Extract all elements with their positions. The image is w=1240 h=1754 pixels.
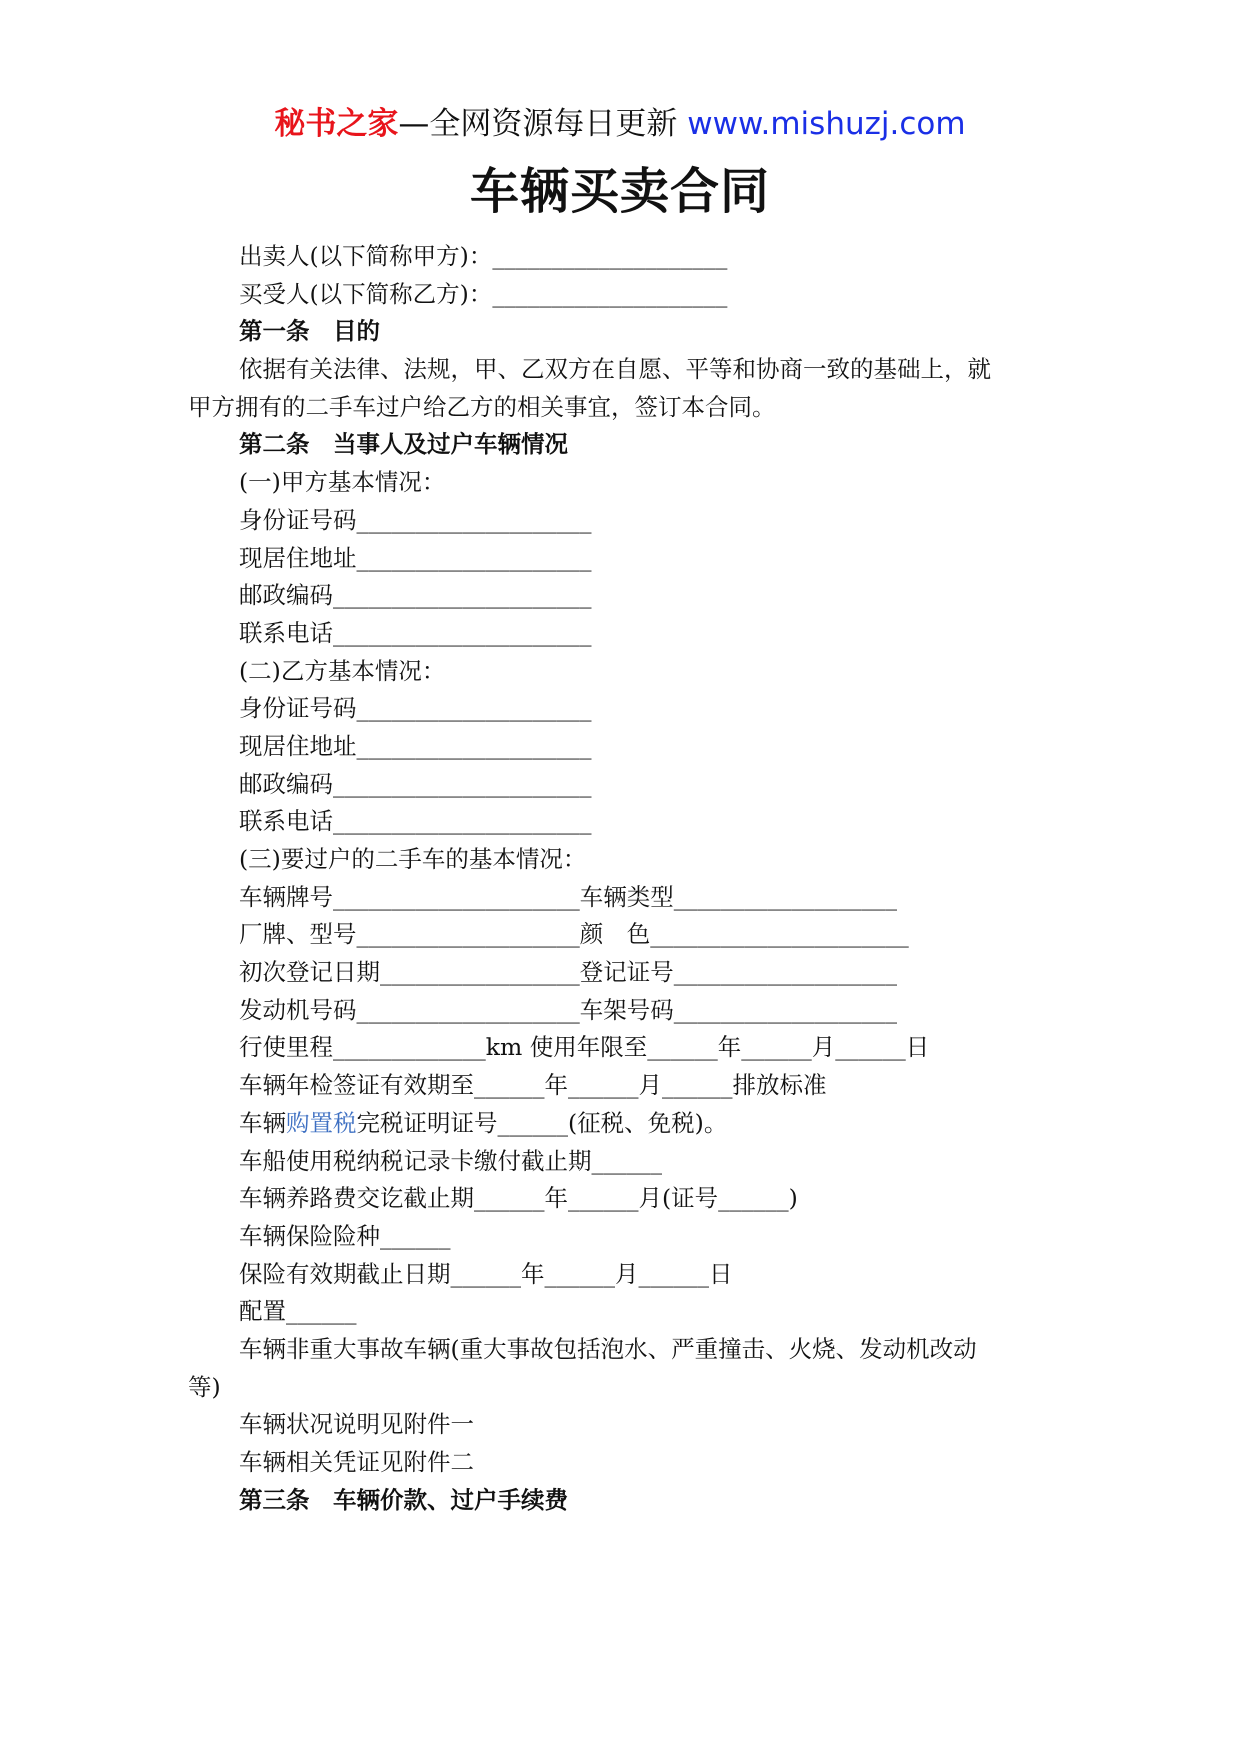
- party-a-address-field: 现居住地址____________________: [239, 543, 592, 572]
- article-1-paragraph-line-2: 甲方拥有的二手车过户给乙方的相关事宜，签订本合同。: [188, 392, 776, 421]
- insurance-expiry-row: 保险有效期截止日期______年______月______日: [239, 1259, 733, 1288]
- configuration-row: 配置______: [239, 1297, 357, 1326]
- header-tagline: —全网资源每日更新: [398, 106, 688, 142]
- attachment-2-line: 车辆相关凭证见附件二: [239, 1448, 474, 1476]
- party-a-postcode-field: 邮政编码______________________: [239, 581, 592, 610]
- attachment-1-line: 车辆状况说明见附件一: [239, 1410, 474, 1439]
- article-1-paragraph-line-1: 依据有关法律、法规，甲、乙双方在自愿、平等和协商一致的基础上，就: [239, 355, 991, 384]
- party-b-id-field: 身份证号码____________________: [239, 694, 592, 723]
- purchase-tax-suffix: 完税证明证号______(征税、免税)。: [356, 1108, 728, 1137]
- website-link[interactable]: www.mishuzj.com: [687, 106, 966, 142]
- party-b-address-field: 现居住地址____________________: [239, 731, 592, 760]
- accident-line-2: 等): [188, 1372, 221, 1401]
- article-3-heading: 第三条 车辆价款、过户手续费: [239, 1485, 568, 1514]
- party-a-phone-field: 联系电话______________________: [239, 618, 592, 647]
- buyer-line: 买受人(以下简称乙方)：____________________: [239, 279, 728, 308]
- seller-line: 出卖人(以下简称甲方)：____________________: [239, 242, 728, 270]
- vehicle-brand-color-row: 厂牌、型号___________________颜 色______________________: [239, 920, 909, 949]
- brand-name: 秘书之家: [274, 106, 399, 142]
- article-1-heading: 第一条 目的: [239, 317, 380, 346]
- accident-line-1: 车辆非重大事故车辆(重大事故包括泡水、严重撞击、火烧、发动机改动: [239, 1334, 977, 1363]
- purchase-tax-row: [188, 1105, 1048, 1143]
- vehicle-registration-row: 初次登记日期_________________登记证号___________________: [239, 958, 897, 987]
- party-b-phone-field: 联系电话______________________: [239, 807, 592, 836]
- vehicle-mileage-row: 行使里程_____________km 使用年限至______年______月______日: [239, 1033, 930, 1062]
- insurance-type-row: 车辆保险险种______: [239, 1221, 451, 1250]
- vessel-tax-row: 车船使用税纳税记录卡缴付截止期______: [239, 1146, 662, 1175]
- party-b-heading: (二)乙方基本情况：: [239, 656, 446, 685]
- document-title: 车辆买卖合同: [469, 163, 770, 220]
- article-2-heading: 第二条 当事人及过户车辆情况: [239, 430, 568, 459]
- party-b-postcode-field: 邮政编码______________________: [239, 769, 592, 798]
- page-header: [0, 104, 1240, 144]
- purchase-tax-link[interactable]: 购置税: [286, 1108, 357, 1137]
- purchase-tax-prefix: 车辆: [239, 1108, 286, 1137]
- party-a-heading: (一)甲方基本情况：: [239, 468, 446, 497]
- road-fee-row: 车辆养路费交讫截止期______年______月(证号______): [239, 1184, 798, 1213]
- party-a-id-field: 身份证号码____________________: [239, 505, 592, 534]
- vehicle-engine-frame-row: 发动机号码___________________车架号码___________________: [239, 995, 897, 1024]
- vehicle-plate-type-row: 车辆牌号_____________________车辆类型___________________: [239, 882, 897, 911]
- vehicle-inspection-row: 车辆年检签证有效期至______年______月______排放标准: [239, 1071, 827, 1100]
- contract-body: [188, 238, 1048, 1519]
- vehicle-heading: (三)要过户的二手车的基本情况：: [239, 845, 587, 873]
